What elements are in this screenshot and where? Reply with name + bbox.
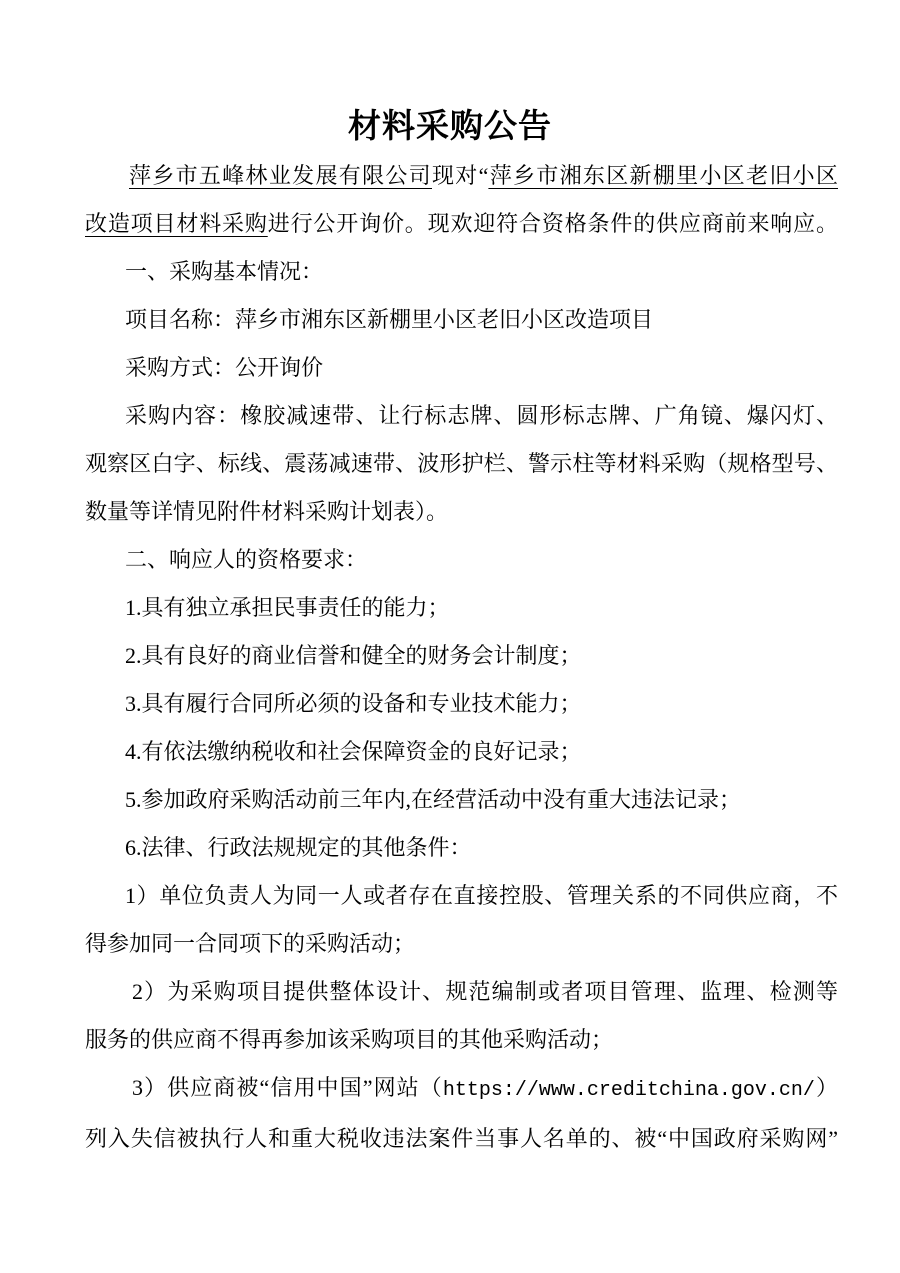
text-run: 进行公开询价。现欢迎符合资格条件的供应商前来响应。 [267,211,838,236]
text-line [85,776,838,824]
document-body [85,152,838,1163]
text-line [85,440,838,488]
text-line [85,920,838,968]
text-line [85,680,838,728]
text-run: 3.具有履行合同所必须的设备和专业技术能力； [125,691,582,716]
underlined-text-run: 萍乡市湘东区新棚里小区老旧小区 [488,163,838,188]
text-run: 采购内容：橡胶减速带、让行标志牌、圆形标志牌、广角镜、爆闪灯、 [125,403,838,428]
text-run: 二、响应人的资格要求： [125,547,368,572]
text-run: 2.具有良好的商业信誉和健全的财务会计制度； [125,643,582,668]
text-line [85,632,838,680]
text-run: 3）供应商被“信用中国”网站（ [132,1075,443,1100]
text-run: 1）单位负责人为同一人或者存在直接控股、管理关系的不同供应商，不 [125,883,838,908]
text-line [85,536,838,584]
text-line [85,296,838,344]
text-line [85,968,838,1016]
text-run: ） [814,1075,838,1100]
text-run: 6.法律、行政法规规定的其他条件： [125,835,472,860]
text-run: 一、采购基本情况： [125,259,324,284]
text-run: 2）为采购项目提供整体设计、规范编制或者项目管理、监理、检测等 [132,979,838,1004]
text-line [85,1016,838,1064]
text-line [85,344,838,392]
url-text: https://www.creditchina.gov.cn/ [442,1079,815,1102]
text-run: 1.具有独立承担民事责任的能力； [125,595,450,620]
text-line [85,392,838,440]
text-run: 项目名称：萍乡市湘东区新棚里小区老旧小区改造项目 [125,307,654,332]
text-line [85,1064,838,1115]
text-run: 采购方式：公开询价 [125,355,324,380]
text-line [85,728,838,776]
text-run: 得参加同一合同项下的采购活动； [85,931,416,956]
text-run: 现对“ [432,163,489,188]
text-run: 4.有依法缴纳税收和社会保障资金的良好记录； [125,739,582,764]
text-run: 观察区白字、标线、震荡减速带、波形护栏、警示柱等材料采购（规格型号、 [85,451,838,476]
text-line [85,152,838,200]
text-line [85,248,838,296]
underlined-text-run: 萍乡市五峰林业发展有限公司 [129,163,432,188]
text-line [85,872,838,920]
text-run: 数量等详情见附件材料采购计划表）。 [85,499,449,524]
text-line [85,200,838,248]
text-run: 列入失信被执行人和重大税收违法案件当事人名单的、被“中国政府采购网” [85,1126,838,1151]
document-title: 材料采购公告 [348,107,552,144]
text-run: 服务的供应商不得再参加该采购项目的其他采购活动； [85,1027,614,1052]
text-line [85,584,838,632]
underlined-text-run: 改造项目材料采购 [85,211,268,236]
text-line [85,488,838,536]
text-line [85,824,838,872]
text-run: 5.参加政府采购活动前三年内,在经营活动中没有重大违法记录； [125,787,742,812]
text-line [85,1115,838,1163]
